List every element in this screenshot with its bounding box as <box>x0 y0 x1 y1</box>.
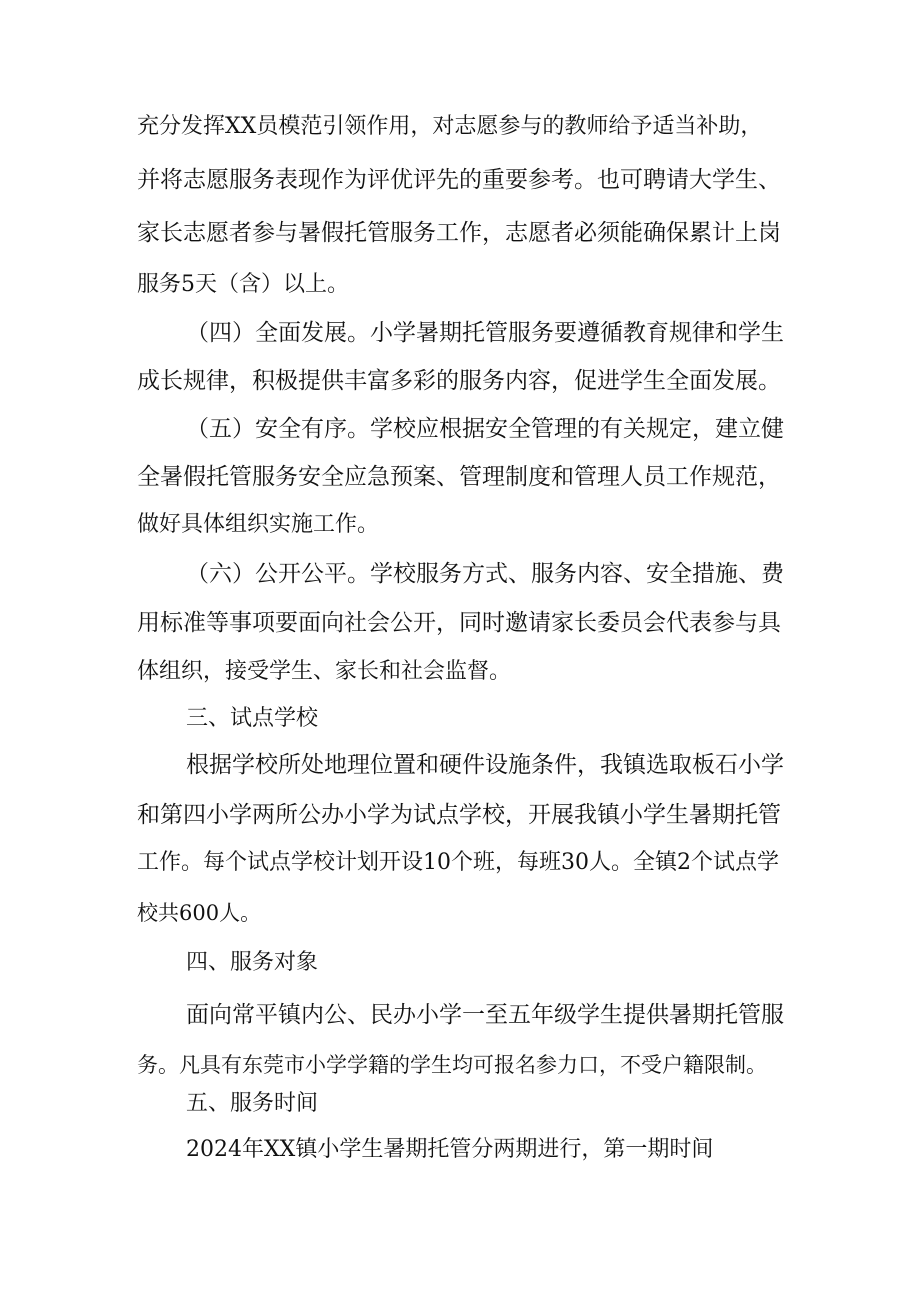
body-line: （五）安全有序。学校应根据安全管理的有关规定，建立健 <box>186 416 784 442</box>
body-line: 和第四小学两所公办小学为试点学校，开展我镇小学生暑期托管 <box>137 802 781 828</box>
body-line: 做好具体组织实施工作。 <box>137 512 380 537</box>
body-line: （六）公开公平。学校服务方式、服务内容、安全措施、费 <box>186 561 784 587</box>
body-line: 工作。每个试点学校计划开设10个班，每班30人。全镇2个试点学 <box>137 850 779 875</box>
body-line: 校共600人。 <box>137 901 262 925</box>
body-line: 体组织，接受学生、家长和社会监督。 <box>137 659 512 684</box>
body-line: 全暑假托管服务安全应急预案、管理制度和管理人员工作规范， <box>137 464 781 490</box>
body-line: 充分发挥XX员模范引领作用，对志愿参与的教师给予适当补助， <box>137 114 763 139</box>
section-heading: 四、服务对象 <box>186 950 319 975</box>
section-heading: 五、服务时间 <box>186 1091 319 1116</box>
body-line: 并将志愿服务表现作为评优评先的重要参考。也可聘请大学生、 <box>137 167 781 193</box>
body-line: 家长志愿者参与暑假托管服务工作，志愿者必须能确保累计上岗 <box>137 220 781 246</box>
body-line: 务。凡具有东莞市小学学籍的学生均可报名参力口，不受户籍限制。 <box>137 1053 767 1077</box>
body-line: 用标准等事项要面向社会公开，同时邀请家长委员会代表参与具 <box>137 610 781 636</box>
body-line: 根据学校所处地理位置和硬件设施条件，我镇选取板石小学 <box>186 752 784 778</box>
body-line: 2024年XX镇小学生暑期托管分两期进行，第一期时间 <box>186 1137 714 1162</box>
body-line: 成长规律，积极提供丰富多彩的服务内容，促进学生全面发展。 <box>137 368 781 394</box>
body-line: 面向常平镇内公、民办小学一至五年级学生提供暑期托管服 <box>186 1002 784 1028</box>
section-heading: 三、试点学校 <box>186 706 319 731</box>
body-line: 服务5天（含）以上。 <box>137 272 349 297</box>
body-line: （四）全面发展。小学暑期托管服务要遵循教育规律和学生 <box>186 320 784 346</box>
